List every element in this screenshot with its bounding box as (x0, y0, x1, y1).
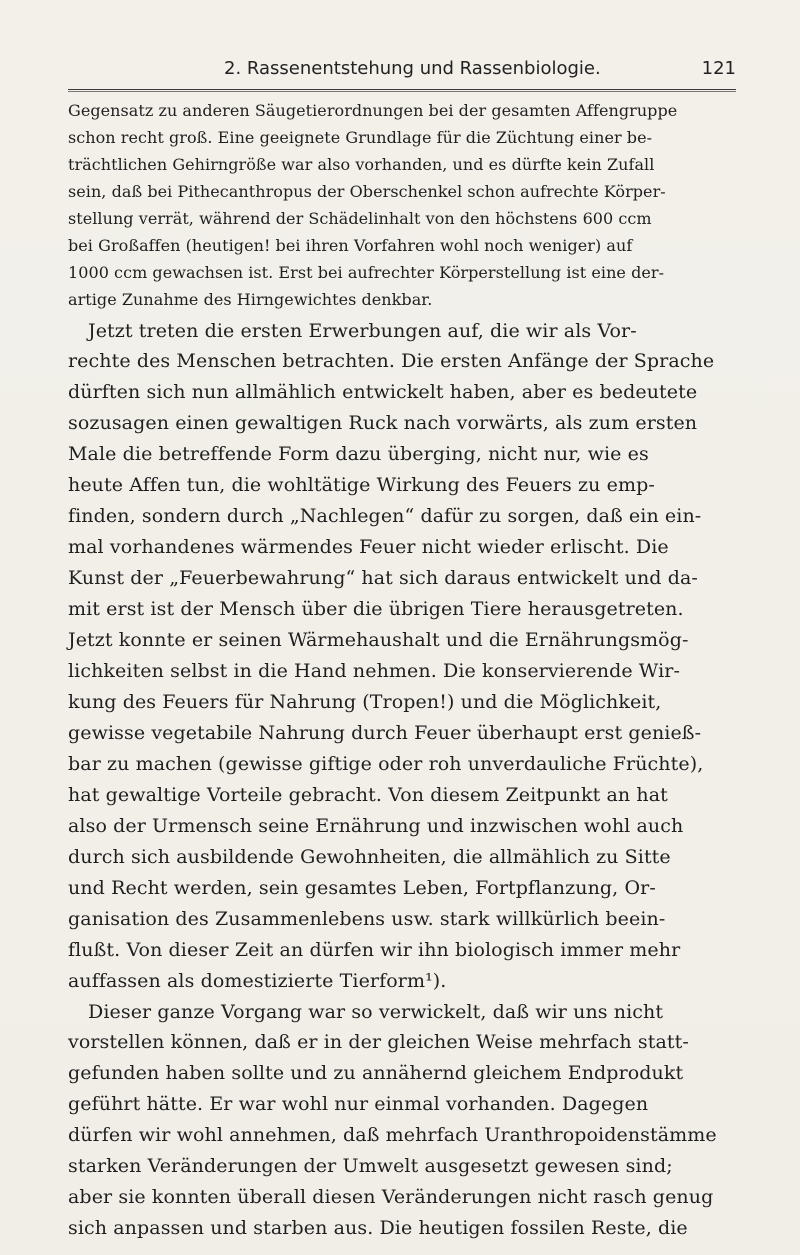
text-line: und Recht werden, sein gesamtes Leben, Fortpflanzung, Or- (68, 877, 656, 899)
text-line: durch sich ausbildende Gewohnheiten, die allmählich zu Sitte (68, 846, 671, 868)
text-line: ganisation des Zusammenlebens usw. stark willkürlich beein- (68, 908, 666, 930)
text-line: Male die betreffende Form dazu überging, nicht nur, wie es (68, 443, 649, 465)
text-line: geführt hätte. Er war wohl nur einmal vorhanden. Dagegen (68, 1093, 649, 1115)
text-line: aber sie konnten überall diesen Veränderungen nicht rasch genug (68, 1186, 714, 1208)
text-line: auffassen als domestizierte Tierform¹). (68, 970, 447, 992)
text-line: bar zu machen (gewisse giftige oder roh unverdauliche Früchte), (68, 753, 704, 775)
text-line: 1000 ccm gewachsen ist. Erst bei aufrechter Körperstellung ist eine der- (68, 263, 665, 282)
text-line: rechte des Menschen betrachten. Die ersten Anfänge der Sprache (68, 350, 715, 372)
text-line: starken Veränderungen der Umwelt ausgesetzt gewesen sind; (68, 1155, 673, 1177)
chapter-title: 2. Rassenentstehung und Rassenbiologie. (224, 58, 601, 79)
header-rule-bottom (68, 91, 736, 92)
text-line: Kunst der „Feuerbewahrung“ hat sich daraus entwickelt und da- (68, 567, 698, 589)
text-line: dürften sich nun allmählich entwickelt haben, aber es bedeutete (68, 381, 698, 403)
text-line: sich anpassen und starben aus. Die heutigen fossilen Reste, die (68, 1217, 688, 1239)
text-line: dürfen wir wohl annehmen, daß mehrfach Uranthropoidenstämme (68, 1124, 717, 1146)
paragraph-start-line: Jetzt treten die ersten Erwerbungen auf, die wir als Vor- (88, 320, 637, 342)
text-line: kung des Feuers für Nahrung (Tropen!) und die Möglichkeit, (68, 691, 662, 713)
text-line: mal vorhandenes wärmendes Feuer nicht wieder erlischt. Die (68, 536, 669, 558)
page-number: 121 (701, 58, 736, 79)
text-line: gefunden haben sollte und zu annähernd gleichem Endprodukt (68, 1062, 684, 1084)
text-line: Gegensatz zu anderen Säugetierordnungen bei der gesamten Affengruppe (68, 101, 678, 120)
text-line: schon recht groß. Eine geeignete Grundlage für die Züchtung einer be- (68, 128, 653, 147)
text-line: flußt. Von dieser Zeit an dürfen wir ihn biologisch immer mehr (68, 939, 681, 961)
text-line: heute Affen tun, die wohltätige Wirkung des Feuers zu emp- (68, 474, 655, 496)
text-line: artige Zunahme des Hirngewichtes denkbar. (68, 290, 433, 309)
text-line: Jetzt konnte er seinen Wärmehaushalt und die Ernährungsmög- (68, 629, 689, 651)
text-line: trächtlichen Gehirngröße war also vorhanden, und es dürfte kein Zufall (68, 155, 655, 174)
text-line: vorstellen können, daß er in der gleichen Weise mehrfach statt- (68, 1031, 689, 1053)
text-line: gewisse vegetabile Nahrung durch Feuer überhaupt erst genieß- (68, 722, 702, 744)
text-line: mit erst ist der Mensch über die übrigen Tiere herausgetreten. (68, 598, 684, 620)
text-line: lichkeiten selbst in die Hand nehmen. Die konservierende Wir- (68, 660, 680, 682)
text-line: sein, daß bei Pithecanthropus der Oberschenkel schon aufrechte Körper- (68, 182, 666, 201)
text-line: sozusagen einen gewaltigen Ruck nach vorwärts, als zum ersten (68, 412, 698, 434)
text-line: also der Urmensch seine Ernährung und inzwischen wohl auch (68, 815, 684, 837)
text-line: stellung verrät, während der Schädelinhalt von den höchstens 600 ccm (68, 209, 652, 228)
text-line: hat gewaltige Vorteile gebracht. Von diesem Zeitpunkt an hat (68, 784, 668, 806)
running-header (68, 58, 736, 82)
text-line: bei Großaffen (heutigen! bei ihren Vorfahren wohl noch weniger) auf (68, 236, 633, 255)
paragraph-start-line: Dieser ganze Vorgang war so verwickelt, daß wir uns nicht (88, 1001, 664, 1023)
header-rule-top (68, 89, 736, 90)
text-line: finden, sondern durch „Nachlegen“ dafür zu sorgen, daß ein ein- (68, 505, 702, 527)
